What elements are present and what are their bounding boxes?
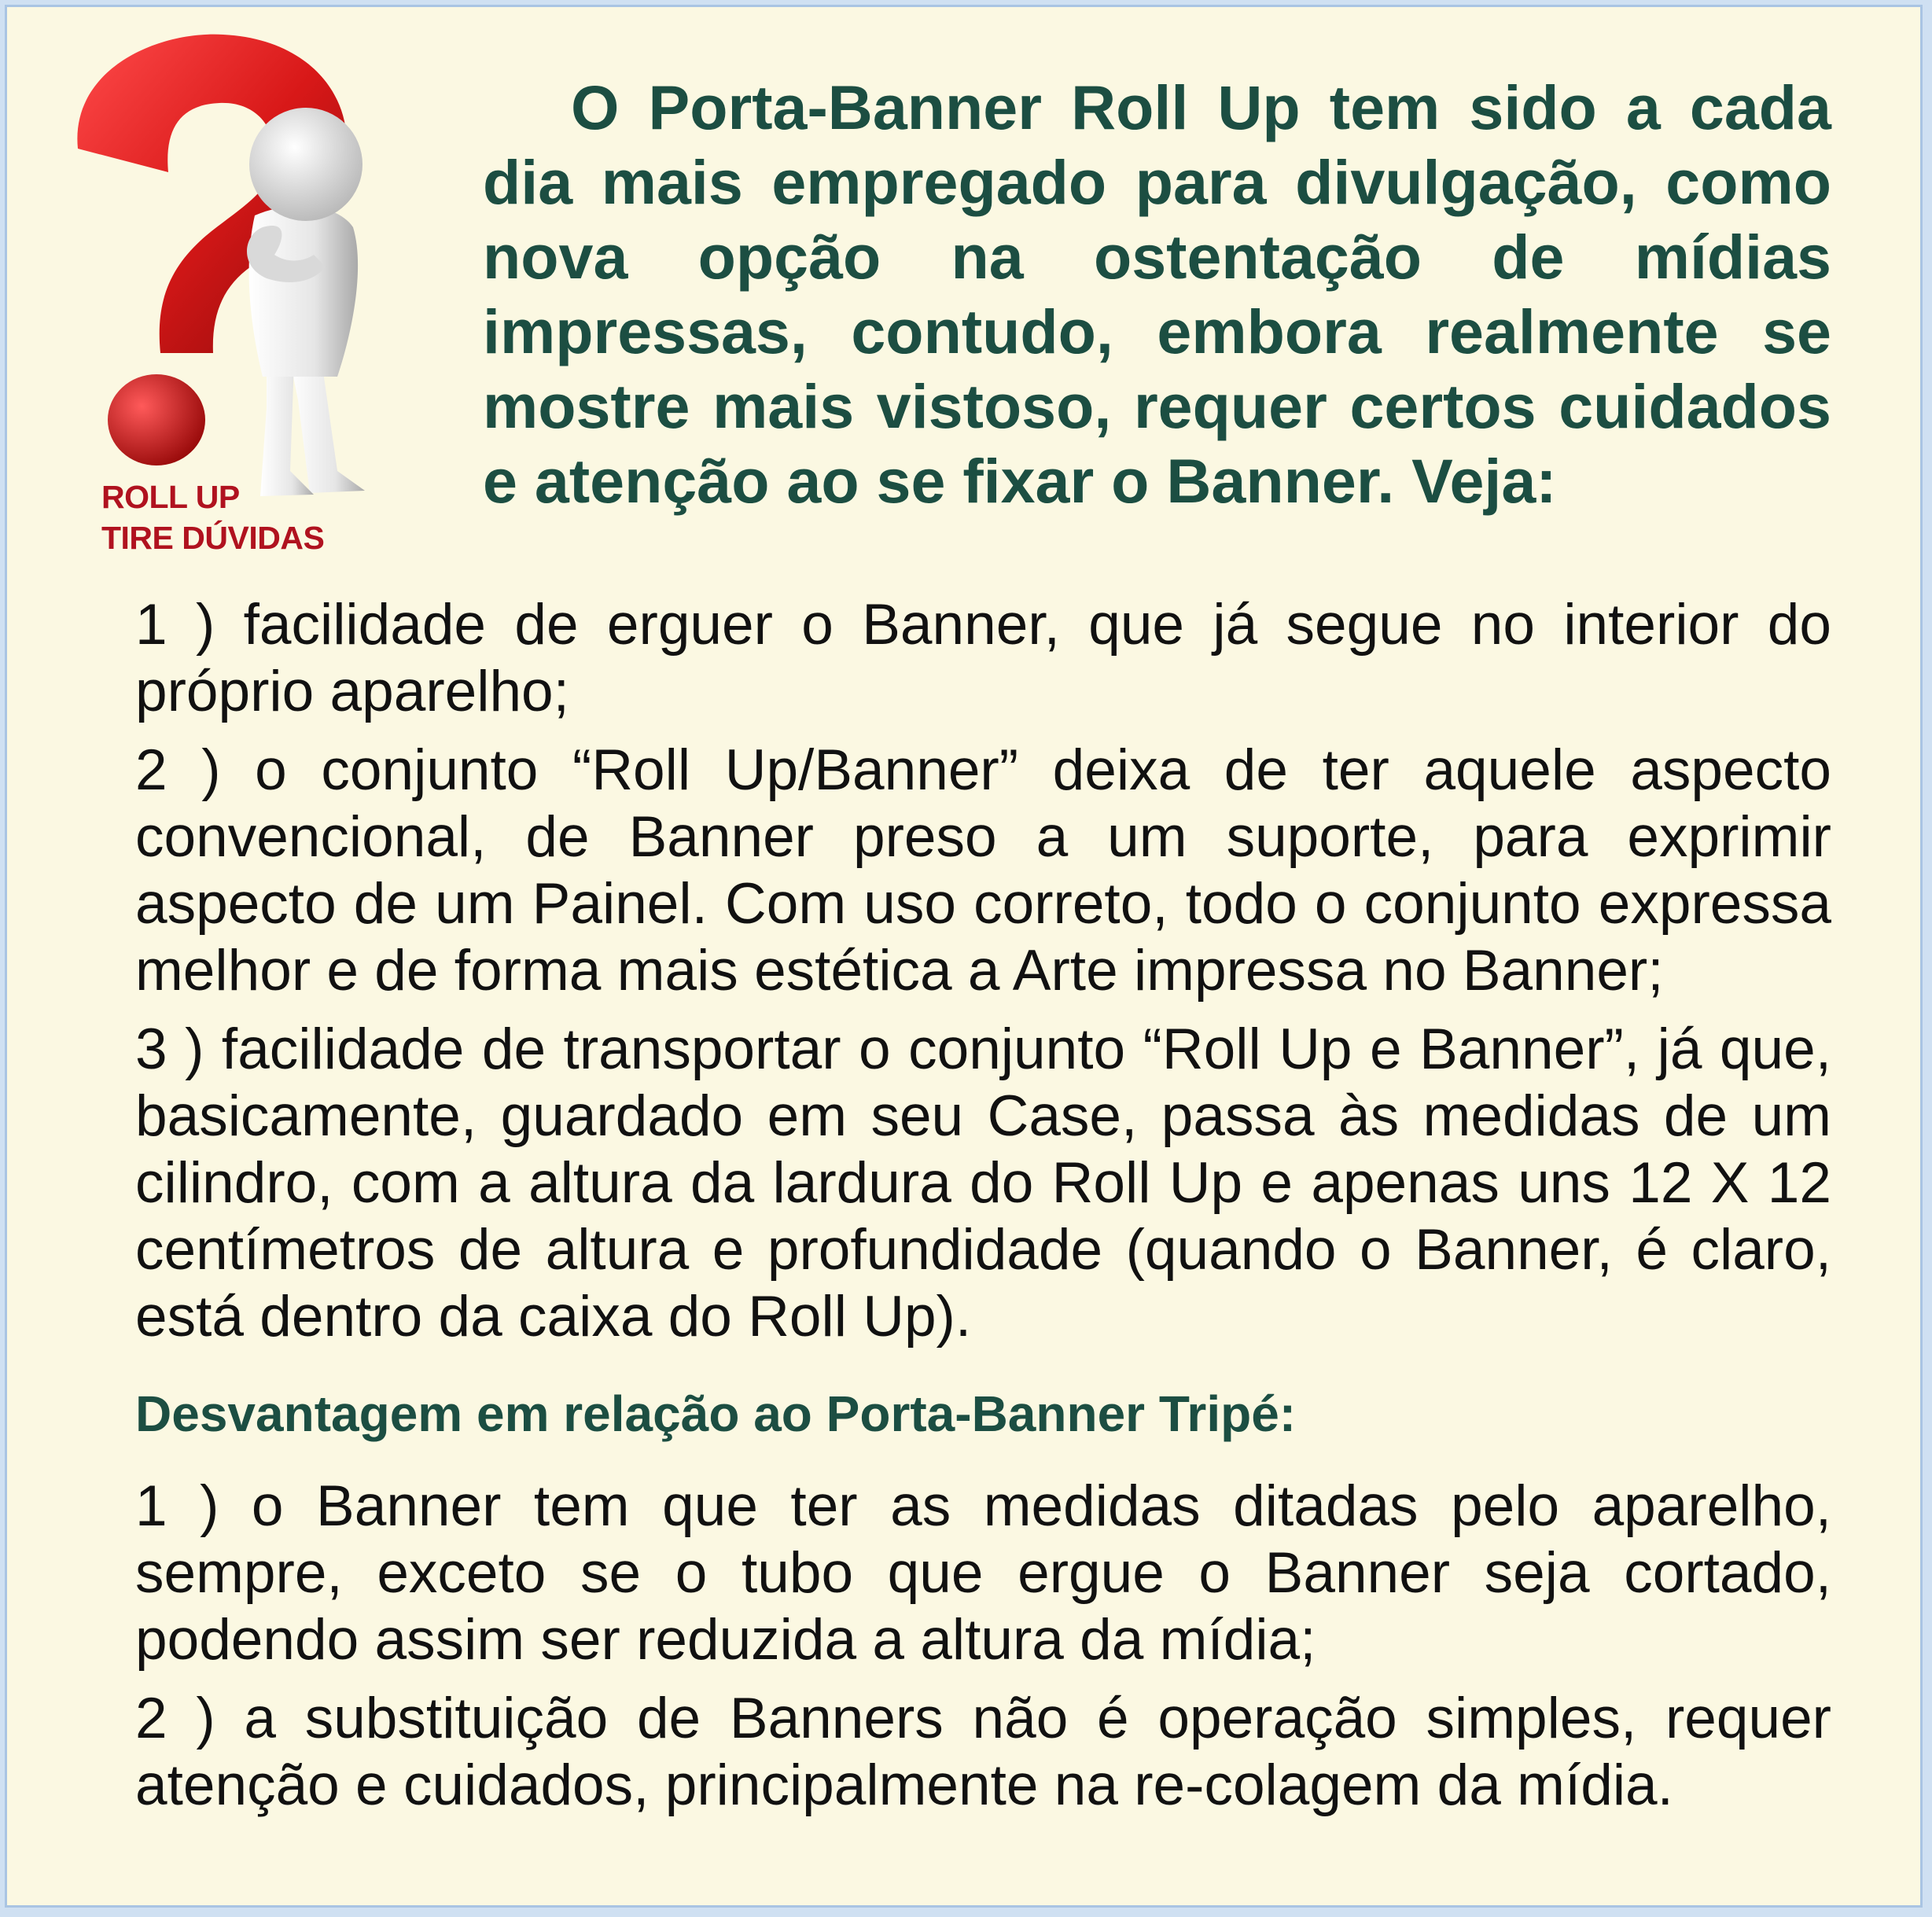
disadvantage-item-1: 1 ) o Banner tem que ter as medidas ditadas pelo aparelho, sempre, exceto se o tubo que ergue o Banner seja cortado, podendo assim ser reduzida a altura da mídia;	[135, 1474, 1831, 1672]
advantage-item-1: 1 ) facilidade de erguer o Banner, que já segue no interior do próprio aparelho;	[135, 593, 1831, 723]
roll-up-badge	[101, 476, 353, 558]
badge-line-2: TIRE DÚVIDAS	[101, 520, 325, 556]
question-mark-figure-icon	[54, 31, 432, 518]
intro-paragraph: O Porta-Banner Roll Up tem sido a cada dia mais empregado para divulgação, como nova opção na ostentação de mídias impressas, contudo, embora realmente se mostre mais vistoso, requer certos cuidados e atenção ao se fixar o Banner. Veja:	[483, 72, 1831, 516]
disadvantage-item-2: 2 ) a substituição de Banners não é operação simples, requer atenção e cuidados, principalmente na re-colagem da mídia.	[135, 1687, 1831, 1817]
disadvantages-heading: Desvantagem em relação ao Porta-Banner Tripé:	[135, 1385, 1297, 1442]
advantage-item-3: 3 ) facilidade de transportar o conjunto “Roll Up e Banner”, já que, basicamente, guardado em seu Case, passa às medidas de um cilindro, com a altura da lardura do Roll Up e apenas uns 12 X 12 centímetros de altura e profundidade (quando o Banner, é claro, está dentro da caixa do Roll Up).	[135, 1017, 1831, 1349]
badge-line-1: ROLL UP	[101, 479, 240, 515]
content-panel	[5, 5, 1923, 1908]
body-text	[135, 591, 1831, 1831]
advantage-item-2: 2 ) o conjunto “Roll Up/Banner” deixa de ter aquele aspecto convencional, de Banner preso a um suporte, para exprimir aspecto de um Painel. Com uso correto, todo o conjunto expressa melhor e de forma mais estética a Arte impressa no Banner;	[135, 738, 1831, 1003]
